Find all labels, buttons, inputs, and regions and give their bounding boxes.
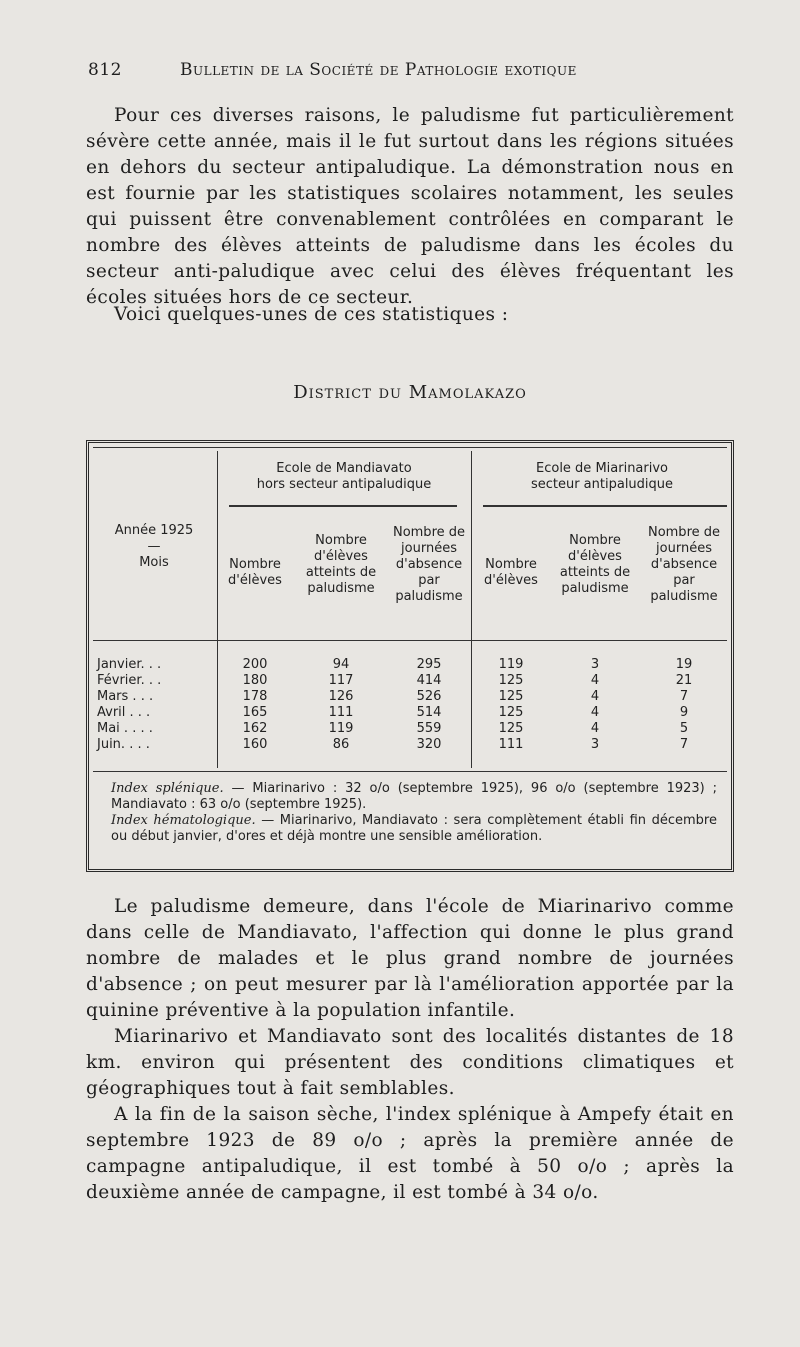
col-header-month bbox=[95, 523, 213, 571]
note-text: — Miarinarivo : 32 o/o (septembre 1925), 96 o/o (septembre 1923) ; Mandiavato : 63 o/o (septembre 1925). bbox=[111, 781, 717, 812]
table-row bbox=[89, 657, 737, 673]
value-cell: 3 bbox=[590, 737, 600, 752]
col-header-atteints-2: Nombre d'élèves atteints de paludisme bbox=[559, 533, 631, 596]
col-header-year: Année 1925 bbox=[114, 523, 194, 538]
value-cell: 125 bbox=[498, 673, 524, 688]
paragraph-5: A la fin de la saison sèche, l'index splénique à Ampefy était en septembre 1923 de 89 o/o ; après la première année de campagne antipaludique, il est tombé à 50 o/o ; après la deuxième année de campagne, il est tombé à 34 o/o. bbox=[86, 1104, 734, 1203]
value-cell: 514 bbox=[416, 705, 442, 720]
page-number: 812 bbox=[88, 60, 122, 80]
paragraph-3: Le paludisme demeure, dans l'école de Miarinarivo comme dans celle de Mandiavato, l'affection qui donne le plus grand nombre de malades et le plus grand nombre de journées d'absence ; on peut mesurer par là l'amélioration apportée par la quinine préventive à la population infantile. bbox=[86, 896, 734, 1021]
group-header-mandiavato bbox=[219, 461, 469, 493]
table-row bbox=[89, 737, 737, 753]
value-cell: 125 bbox=[498, 705, 524, 720]
group1-title: Ecole de Mandiavato bbox=[276, 461, 412, 476]
value-cell: 21 bbox=[675, 673, 693, 688]
note-text: — Miarinarivo, Mandiavato : sera complètement établi fin décembre ou début janvier, d'ores et déjà montre une sensible amélioration. bbox=[111, 813, 717, 844]
value-cell: 320 bbox=[416, 737, 442, 752]
value-cell: 559 bbox=[416, 721, 442, 736]
month-cell: Avril . . . bbox=[97, 705, 151, 720]
value-cell: 200 bbox=[242, 657, 268, 672]
note-label: Index hématologique. bbox=[111, 813, 256, 828]
month-cell: Mars . . . bbox=[97, 689, 154, 704]
value-cell: 162 bbox=[242, 721, 268, 736]
table-row bbox=[89, 673, 737, 689]
table-row bbox=[89, 705, 737, 721]
month-cell: Juin. . . . bbox=[97, 737, 150, 752]
value-cell: 5 bbox=[679, 721, 689, 736]
value-cell: 526 bbox=[416, 689, 442, 704]
value-cell: 126 bbox=[328, 689, 354, 704]
month-cell: Janvier. . . bbox=[97, 657, 162, 672]
value-cell: 165 bbox=[242, 705, 268, 720]
table-rule-body bbox=[93, 771, 727, 772]
table-row bbox=[89, 689, 737, 705]
group-header-miarinarivo bbox=[473, 461, 731, 493]
value-cell: 125 bbox=[498, 689, 524, 704]
col-header-eleves-1: Nombre d'élèves bbox=[228, 557, 282, 588]
value-cell: 160 bbox=[242, 737, 268, 752]
value-cell: 9 bbox=[679, 705, 689, 720]
value-cell: 414 bbox=[416, 673, 442, 688]
journal-title: Bulletin de la Société de Pathologie exotique bbox=[180, 60, 577, 80]
paragraph-2: Voici quelques-unes de ces statistiques : bbox=[114, 304, 509, 325]
value-cell: 4 bbox=[590, 689, 600, 704]
value-cell: 180 bbox=[242, 673, 268, 688]
note-splenique bbox=[111, 781, 717, 813]
statistics-table bbox=[86, 440, 734, 872]
value-cell: 3 bbox=[590, 657, 600, 672]
brace-group1 bbox=[229, 505, 457, 513]
value-cell: 4 bbox=[590, 721, 600, 736]
value-cell: 7 bbox=[679, 689, 689, 704]
value-cell: 19 bbox=[675, 657, 693, 672]
note-hematologique bbox=[111, 813, 717, 845]
brace-group2 bbox=[483, 505, 727, 513]
col-header-atteints-1: Nombre d'élèves atteints de paludisme bbox=[305, 533, 377, 596]
table-row bbox=[89, 721, 737, 737]
closing-text bbox=[86, 894, 734, 1206]
value-cell: 119 bbox=[328, 721, 354, 736]
value-cell: 7 bbox=[679, 737, 689, 752]
month-cell: Mai . . . . bbox=[97, 721, 153, 736]
value-cell: 4 bbox=[590, 705, 600, 720]
value-cell: 125 bbox=[498, 721, 524, 736]
col-header-dash: — bbox=[147, 539, 161, 554]
group1-subtitle: hors secteur antipaludique bbox=[256, 477, 432, 492]
value-cell: 4 bbox=[590, 673, 600, 688]
value-cell: 94 bbox=[332, 657, 350, 672]
paragraph-4: Miarinarivo et Mandiavato sont des localités distantes de 18 km. environ qui présentent des conditions climatiques et géographiques tout à fait semblables. bbox=[86, 1026, 734, 1099]
value-cell: 119 bbox=[498, 657, 524, 672]
table-notes bbox=[111, 781, 717, 845]
note-label: Index splénique. bbox=[111, 781, 224, 796]
col-header-eleves-2: Nombre d'élèves bbox=[484, 557, 538, 588]
month-cell: Février. . . bbox=[97, 673, 162, 688]
district-title: District du Mamolakazo bbox=[293, 382, 527, 403]
value-cell: 111 bbox=[328, 705, 354, 720]
value-cell: 86 bbox=[332, 737, 350, 752]
value-cell: 295 bbox=[416, 657, 442, 672]
table-rule-header bbox=[93, 640, 727, 641]
value-cell: 178 bbox=[242, 689, 268, 704]
value-cell: 111 bbox=[498, 737, 524, 752]
col-header-mois: Mois bbox=[139, 555, 169, 570]
group2-subtitle: secteur antipaludique bbox=[530, 477, 674, 492]
table-body bbox=[89, 657, 737, 753]
paragraph-1: Pour ces diverses raisons, le paludisme fut particulièrement sévère cette année, mais il le fut surtout dans les régions situées en dehors du secteur antipaludique. La démonstration nous en est fournie par les statistiques scolaires notamment, les seules qui puissent être convenablement contrôlées en comparant le nombre des élèves atteints de paludisme dans les écoles du secteur anti-paludique avec celui des élèves fréquentant les écoles situées hors de ce secteur. bbox=[86, 105, 734, 308]
group2-title: Ecole de Miarinarivo bbox=[536, 461, 668, 476]
value-cell: 117 bbox=[328, 673, 354, 688]
col-header-journees-2: Nombre de journées d'absence par paludisme bbox=[647, 525, 721, 604]
col-header-journees-1: Nombre de journées d'absence par paludisme bbox=[392, 525, 466, 604]
table-rule-top bbox=[93, 447, 727, 448]
